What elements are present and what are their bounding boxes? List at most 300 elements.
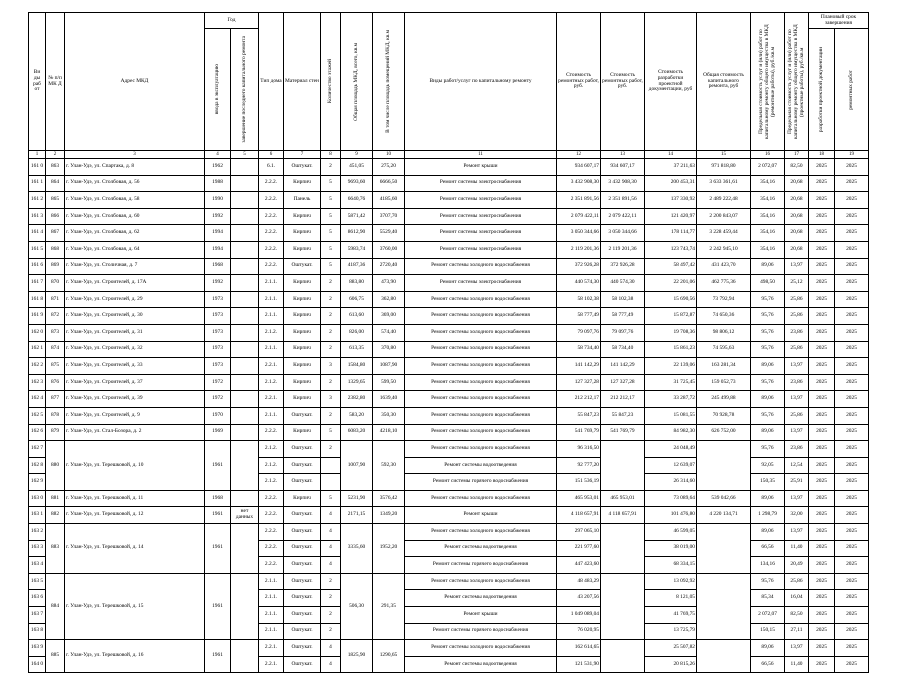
table-row [29,275,869,292]
cell-wall-material: Панель [284,192,321,209]
cell-house-type: 2.2.2. [259,192,284,209]
cell-mkd-no: 885 [46,640,65,673]
column-number: 6 [259,151,284,159]
cell-mkd-no: 867 [46,225,65,242]
cell-year-last-repair [231,159,259,176]
col-repair-cost-2: Стоимость ремонтных работ, руб. [601,13,645,151]
column-number: 19 [835,151,869,159]
cell-vid: 161 2 [29,192,46,209]
cell-address: г. Улан-Удэ, ул. Строителей, д. 32 [65,341,205,358]
cell-premises-area: 3576,42 [373,490,405,507]
cell-repair-cost: 221 977,60 [557,540,601,557]
cell-deadline-design: 2025 [809,192,835,209]
cell-house-type: 2.2.2. [259,524,284,541]
table-row [29,507,869,524]
cell-deadline-design: 2025 [809,623,835,640]
cell-premises-area: 592,30 [373,441,405,491]
cell-mkd-no: 875 [46,358,65,375]
cell-floors: 5 [321,225,341,242]
cell-limit-cost-2: 11,40 [785,540,809,557]
cell-floors [321,457,341,474]
col-vid: Ви ды раб от [29,13,46,151]
cell-address: г. Улан-Удэ, ул. Терешковой, д. 11 [65,490,205,507]
column-number: 16 [751,151,785,159]
cell-work-type: Ремонт системы холодного водоснабжения [405,341,557,358]
cell-premises-area: 350,30 [373,407,405,424]
col-total-area: Общая площадь МКД, всего, кв.м [341,13,373,151]
cell-house-type: 2.1.1. [259,275,284,292]
cell-total-cost: 2 242 945,10 [697,241,751,258]
cell-vid: 162 0 [29,324,46,341]
cell-total-cost: 73 792,94 [697,291,751,308]
column-number: 17 [785,151,809,159]
cell-deadline-design: 2025 [809,275,835,292]
cell-address: г. Улан-Удэ, ул. Терешковой, д. 15 [65,573,205,639]
cell-mkd-no: 882 [46,507,65,524]
cell-house-type: 2.1.1. [259,623,284,640]
cell-limit-cost-2: 23,86 [785,374,809,391]
cell-repair-cost-2: 3 432 908,30 [601,175,645,192]
table-row [29,490,869,507]
cell-limit-cost: 95,76 [751,573,785,590]
column-number: 2 [46,151,65,159]
table-row [29,208,869,225]
cell-year-commission: 1973 [205,291,231,308]
cell-design-cost: 12 639,07 [645,457,697,474]
cell-limit-cost-2: 25,91 [785,474,809,491]
cell-floors: 2 [321,341,341,358]
cell-wall-material: Оштукат. [284,441,321,458]
cell-design-cost: 8 121,05 [645,590,697,607]
cell-year-commission: 1961 [205,640,231,673]
cell-wall-material: Кирпич [284,275,321,292]
cell-design-cost: 84 982,30 [645,424,697,441]
cell-limit-cost: 95,76 [751,308,785,325]
cell-total-area: 2171,15 [341,507,373,524]
cell-limit-cost: 92,05 [751,457,785,474]
cell-vid: 161 8 [29,291,46,308]
cell-floors: 2 [321,159,341,176]
cell-limit-cost-2: 11,40 [785,656,809,673]
cell-total-cost: 462 775,36 [697,275,751,292]
cell-year-commission: 1968 [205,258,231,275]
cell-year-commission: 1992 [205,208,231,225]
cell-year-last-repair [231,341,259,358]
cell-limit-cost: 150,35 [751,474,785,491]
cell-repair-cost: 934 607,17 [557,159,601,176]
cell-wall-material: Оштукат. [284,540,321,557]
cell-vid: 163 3 [29,540,46,557]
table-row [29,159,869,176]
column-number: 9 [341,151,373,159]
cell-deadline-repair: 2025 [835,358,869,375]
cell-year-last-repair [231,524,259,574]
cell-work-type: Ремонт системы холодного водоснабжения [405,424,557,441]
cell-year-last-repair [231,424,259,441]
cell-wall-material: Оштукат. [284,457,321,474]
cell-deadline-repair: 2025 [835,407,869,424]
cell-premises-area: 1290,65 [373,640,405,673]
cell-limit-cost-2: 20,68 [785,225,809,242]
cell-wall-material: Оштукат. [284,656,321,673]
cell-limit-cost-2: 23,86 [785,441,809,458]
table-row [29,225,869,242]
cell-deadline-repair: 2025 [835,590,869,607]
cell-floors: 4 [321,540,341,557]
cell-design-cost: 41 769,75 [645,607,697,624]
column-number: 11 [405,151,557,159]
cell-total-cost: 3 633 361,61 [697,175,751,192]
cell-mkd-no: 871 [46,291,65,308]
cell-deadline-repair: 2025 [835,225,869,242]
cell-deadline-design: 2025 [809,640,835,657]
cell-repair-cost: 58 734,40 [557,341,601,358]
cell-total-area: 5871,42 [341,208,373,225]
cell-address: г. Улан-Удэ, ул. Столбовая, д. 58 [65,192,205,209]
cell-mkd-no: 863 [46,159,65,176]
cell-vid: 163 5 [29,573,46,590]
cell-deadline-repair: 2025 [835,208,869,225]
cell-address: г. Улан-Удэ, ул. Строителей, д. 17А [65,275,205,292]
cell-limit-cost: 134,16 [751,557,785,574]
cell-vid: 162 2 [29,358,46,375]
cell-mkd-no: 884 [46,573,65,639]
cell-year-last-repair [231,208,259,225]
cell-deadline-repair: 2025 [835,341,869,358]
cell-deadline-repair: 2025 [835,241,869,258]
cell-limit-cost: 1 298,79 [751,507,785,524]
cell-limit-cost: 89,06 [751,424,785,441]
cell-limit-cost-2: 13,97 [785,391,809,408]
cell-wall-material: Оштукат. [284,590,321,607]
cell-work-type: Ремонт системы горячего водоснабжения [405,557,557,574]
col-work-type: Виды работ/услуг по капитальному ремонту [405,13,557,151]
cell-work-type: Ремонт крыши [405,159,557,176]
cell-year-commission: 1961 [205,573,231,639]
cell-total-area: 606,75 [341,291,373,308]
cell-total-area: 583,20 [341,407,373,424]
cell-mkd-no: 880 [46,441,65,491]
cell-year-last-repair [231,258,259,275]
cell-total-area: 6640,76 [341,192,373,209]
cell-design-cost: 31 725,45 [645,374,697,391]
cell-premises-area: 599,50 [373,374,405,391]
cell-mkd-no: 864 [46,175,65,192]
column-number: 15 [697,151,751,159]
cell-limit-cost: 354,16 [751,241,785,258]
cell-deadline-repair: 2025 [835,424,869,441]
cell-floors: 5 [321,192,341,209]
cell-deadline-design: 2025 [809,341,835,358]
cell-vid: 161 9 [29,308,46,325]
cell-vid: 164 0 [29,656,46,673]
cell-house-type: 2.2.2. [259,208,284,225]
cell-address: г. Улан-Удэ, ул. Строителей, д. 29 [65,291,205,308]
cell-deadline-design: 2025 [809,407,835,424]
col-floors: Количество этажей [321,13,341,151]
cell-work-type: Ремонт системы холодного водоснабжения [405,308,557,325]
cell-floors: 2 [321,308,341,325]
cell-deadline-design: 2025 [809,590,835,607]
cell-limit-cost: 150,15 [751,623,785,640]
cell-vid: 162 7 [29,441,46,458]
cell-limit-cost: 89,06 [751,640,785,657]
cell-design-cost: 25 507,82 [645,640,697,657]
cell-design-cost: 123 743,74 [645,241,697,258]
cell-limit-cost: 95,76 [751,374,785,391]
cell-address: г. Улан-Удэ, ул. Строителей, д. 9 [65,407,205,424]
cell-total-cost: 2 200 843,07 [697,208,751,225]
cell-limit-cost-2: 13,97 [785,490,809,507]
cell-total-cost: 159 052,73 [697,374,751,391]
cell-floors: 3 [321,391,341,408]
cell-year-last-repair [231,441,259,491]
column-number: 8 [321,151,341,159]
cell-design-cost: 178 114,77 [645,225,697,242]
cell-work-type: Ремонт системы электроснабжения [405,208,557,225]
cell-work-type: Ремонт системы электроснабжения [405,175,557,192]
table-row [29,374,869,391]
cell-mkd-no: 878 [46,407,65,424]
cell-year-commission: 1973 [205,358,231,375]
cell-house-type: 2.1.2. [259,374,284,391]
cell-year-last-repair [231,573,259,639]
cell-floors: 4 [321,640,341,657]
cell-repair-cost: 3 050 344,66 [557,225,601,242]
cell-repair-cost: 541 769,79 [557,424,601,441]
cell-premises-area: 1639,40 [373,391,405,408]
cell-wall-material: Кирпич [284,225,321,242]
cell-total-cost: 539 042,66 [697,490,751,507]
cell-premises-area: 473,90 [373,275,405,292]
cell-repair-cost: 3 432 908,30 [557,175,601,192]
cell-design-cost: 13 092,92 [645,573,697,590]
cell-vid: 162 1 [29,341,46,358]
cell-deadline-repair: 2025 [835,623,869,640]
cell-floors: 4 [321,557,341,574]
cell-premises-area: 4185,60 [373,192,405,209]
cell-house-type: 2.1.1. [259,341,284,358]
cell-repair-cost: 1 049 089,04 [557,607,601,624]
cell-floors: 2 [321,607,341,624]
capital-repair-table [28,12,869,673]
table-row [29,424,869,441]
cell-premises-area: 5529,40 [373,225,405,242]
cell-repair-cost-2 [601,573,645,639]
cell-year-last-repair [231,291,259,308]
cell-repair-cost: 297 065,10 [557,524,601,541]
cell-wall-material: Оштукат. [284,258,321,275]
cell-repair-cost-2: 2 079 422,11 [601,208,645,225]
cell-year-commission: 1994 [205,225,231,242]
cell-repair-cost-2: 141 142,29 [601,358,645,375]
column-number: 18 [809,151,835,159]
col-total-cost: Общая стоимость капитального ремонта, руб [697,13,751,151]
cell-deadline-repair: 2025 [835,441,869,458]
cell-premises-area: 362,80 [373,291,405,308]
cell-deadline-repair: 2025 [835,275,869,292]
cell-work-type: Ремонт системы холодного водоснабжения [405,441,557,458]
cell-deadline-design: 2025 [809,241,835,258]
cell-deadline-repair: 2025 [835,573,869,590]
cell-deadline-design: 2025 [809,457,835,474]
cell-repair-cost: 121 531,90 [557,656,601,673]
cell-vid: 163 9 [29,640,46,657]
table-row [29,291,869,308]
cell-house-type: 2.2.2. [259,258,284,275]
cell-limit-cost: 354,16 [751,208,785,225]
cell-house-type: 2.1.2. [259,324,284,341]
cell-house-type: 2.2.2. [259,175,284,192]
cell-design-cost: 15 081,55 [645,407,697,424]
cell-year-commission: 1972 [205,374,231,391]
cell-limit-cost: 66,56 [751,540,785,557]
cell-deadline-design: 2025 [809,441,835,458]
cell-total-area: 1329,65 [341,374,373,391]
cell-repair-cost-2: 541 769,79 [601,424,645,441]
cell-floors: 5 [321,258,341,275]
cell-design-cost: 15 861,23 [645,341,697,358]
cell-address: г. Улан-Удэ, ул. Строителей, д. 31 [65,324,205,341]
cell-work-type: Ремонт системы электроснабжения [405,192,557,209]
cell-house-type: 2.2.1. [259,391,284,408]
table-row [29,391,869,408]
cell-limit-cost-2: 25,86 [785,308,809,325]
col-mkd-no: № п/п МК Д [46,13,65,151]
cell-design-cost: 37 211,63 [645,159,697,176]
cell-deadline-design: 2025 [809,208,835,225]
cell-vid: 161 5 [29,241,46,258]
cell-year-last-repair [231,490,259,507]
cell-address: г. Улан-Удэ, ул. Стал-Бозора, д. 2 [65,424,205,441]
cell-premises-area: 2720,40 [373,258,405,275]
cell-year-commission: 1973 [205,308,231,325]
cell-house-type: 2.2.2. [259,241,284,258]
cell-floors: 2 [321,590,341,607]
cell-limit-cost-2: 23,86 [785,324,809,341]
cell-limit-cost: 89,06 [751,258,785,275]
cell-repair-cost-2: 212 212,17 [601,391,645,408]
cell-premises-area: 370,80 [373,341,405,358]
cell-deadline-repair: 2025 [835,540,869,557]
cell-floors: 4 [321,507,341,524]
cell-limit-cost-2: 27,11 [785,623,809,640]
cell-address: г. Улан-Удэ, ул. Столичная, д. 7 [65,258,205,275]
cell-address: г. Улан-Удэ, ул. Строителей, д. 33 [65,358,205,375]
cell-year-last-repair [231,358,259,375]
cell-repair-cost: 2 351 891,56 [557,192,601,209]
col-house-type: Тип дома [259,13,284,151]
cell-repair-cost: 4 118 657,91 [557,507,601,524]
cell-vid: 161 6 [29,258,46,275]
cell-floors: 4 [321,524,341,541]
cell-total-cost: 163 281,34 [697,358,751,375]
cell-total-cost [697,573,751,639]
cell-address: г. Улан-Удэ, ул. Строителей, д. 30 [65,308,205,325]
cell-design-cost: 22 201,06 [645,275,697,292]
cell-repair-cost-2: 934 607,17 [601,159,645,176]
cell-work-type: Ремонт системы холодного водоснабжения [405,374,557,391]
cell-deadline-design: 2025 [809,424,835,441]
cell-work-type: Ремонт системы холодного водоснабжения [405,524,557,541]
cell-address: г. Улан-Удэ, ул. Строителей, д. 37 [65,374,205,391]
cell-limit-cost: 354,16 [751,192,785,209]
cell-limit-cost-2: 13,97 [785,524,809,541]
table-row [29,358,869,375]
cell-floors: 2 [321,407,341,424]
cell-address: г. Улан-Удэ, ул. Столбовая, д. 64 [65,241,205,258]
cell-address: г. Улан-Удэ, ул. Строителей, д. 39 [65,391,205,408]
cell-limit-cost: 95,76 [751,341,785,358]
cell-work-type: Ремонт системы электроснабжения [405,275,557,292]
cell-work-type: Ремонт системы холодного водоснабжения [405,573,557,590]
cell-limit-cost: 95,76 [751,291,785,308]
cell-year-commission: 1968 [205,490,231,507]
cell-vid: 163 2 [29,524,46,541]
column-number: 5 [231,151,259,159]
cell-deadline-design: 2025 [809,175,835,192]
cell-total-area: 9693,60 [341,175,373,192]
cell-deadline-design: 2025 [809,308,835,325]
cell-limit-cost: 354,16 [751,225,785,242]
cell-total-area: 3335,60 [341,524,373,574]
cell-house-type: 2.2.1. [259,358,284,375]
cell-year-last-repair [231,374,259,391]
column-number: 3 [65,151,205,159]
cell-design-cost: 68 334,15 [645,557,697,574]
cell-limit-cost-2: 25,12 [785,275,809,292]
cell-wall-material: Кирпич [284,241,321,258]
cell-wall-material: Кирпич [284,291,321,308]
cell-work-type: Ремонт системы холодного водоснабжения [405,291,557,308]
cell-mkd-no: 873 [46,324,65,341]
column-number: 12 [557,151,601,159]
table-row [29,341,869,358]
cell-deadline-design: 2025 [809,324,835,341]
cell-premises-area: 1087,90 [373,358,405,375]
cell-mkd-no: 865 [46,192,65,209]
table-row [29,573,869,590]
cell-work-type: Ремонт системы холодного водоснабжения [405,258,557,275]
cell-limit-cost-2: 20,68 [785,208,809,225]
cell-limit-cost-2: 20,68 [785,175,809,192]
column-number: 7 [284,151,321,159]
cell-address: г. Улан-Удэ, ул. Спартака, д. 8 [65,159,205,176]
cell-mkd-no: 874 [46,341,65,358]
cell-deadline-repair: 2025 [835,258,869,275]
cell-total-area: 826,00 [341,324,373,341]
cell-repair-cost-2: 58 734,40 [601,341,645,358]
cell-limit-cost: 2 072,07 [751,159,785,176]
cell-floors: 2 [321,441,341,458]
cell-mkd-no: 877 [46,391,65,408]
cell-year-commission: 1990 [205,192,231,209]
cell-vid: 162 6 [29,424,46,441]
col-deadline-design: разработки проектной документации [809,29,835,151]
table-header [29,13,869,159]
cell-total-cost [697,524,751,574]
cell-floors: 5 [321,175,341,192]
column-numbers-row [29,151,869,159]
cell-repair-cost: 212 212,17 [557,391,601,408]
cell-design-cost: 13 725,79 [645,623,697,640]
cell-work-type: Ремонт системы холодного водоснабжения [405,324,557,341]
cell-premises-area: 275,20 [373,159,405,176]
cell-deadline-repair: 2025 [835,656,869,673]
cell-vid: 161 1 [29,175,46,192]
cell-vid: 162 4 [29,391,46,408]
cell-mkd-no: 870 [46,275,65,292]
